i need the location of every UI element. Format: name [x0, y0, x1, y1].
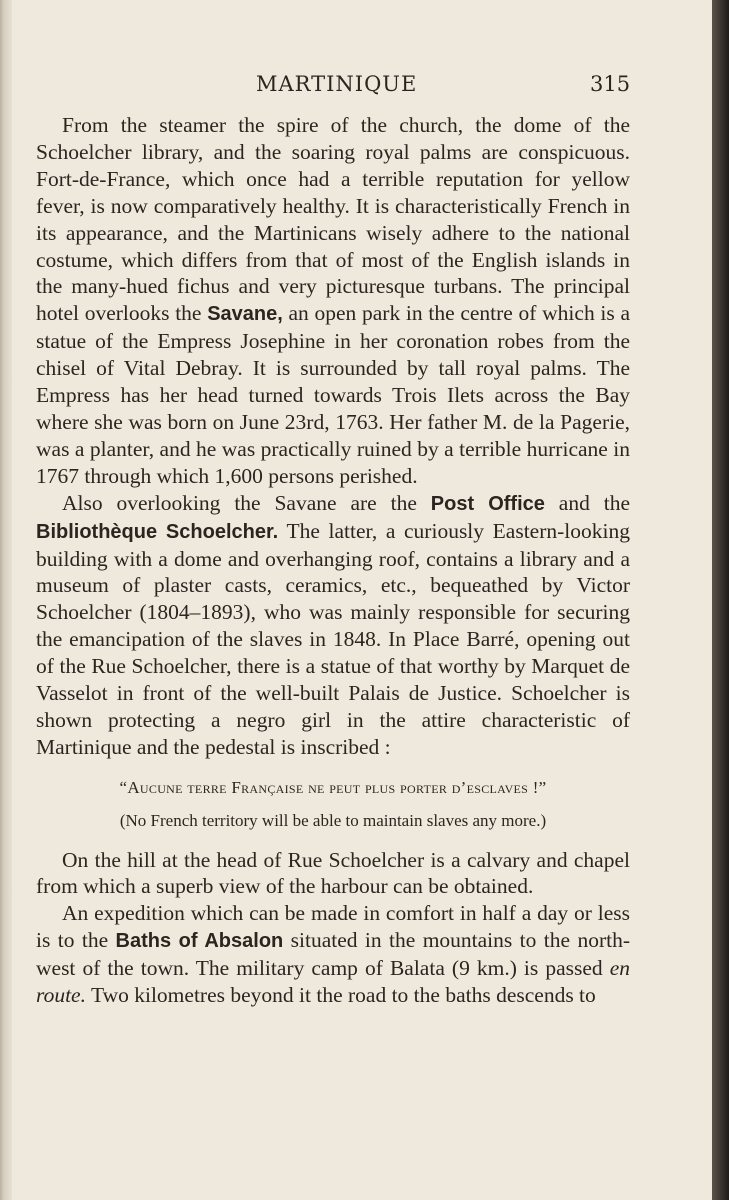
text-run: On the hill at the head of Rue Schoelcher is a calvary and chapel from which a superb view of the harbour can be obtained.: [36, 847, 630, 899]
page-number: 315: [590, 72, 631, 96]
body-text: [36, 112, 630, 1009]
paragraph-3: [36, 847, 630, 901]
paragraph-2: [36, 490, 630, 761]
text-run: Also overlooking the Savane are the: [62, 490, 431, 515]
bold-term-post-office: Post Office: [430, 492, 545, 515]
text-run: and the: [544, 490, 630, 515]
bold-term-bibliotheque: Bibliothèque Schoelcher.: [36, 520, 279, 543]
bold-term-savane: Savane,: [207, 303, 283, 326]
italic-en-route: en route.: [36, 956, 630, 1008]
inscription-translation: (No French territory will be able to maintain slaves any more.): [119, 810, 547, 830]
running-title: MARTINIQUE: [256, 72, 418, 96]
page-edge-shadow: [712, 0, 729, 1200]
running-header: [0, 72, 712, 102]
text-run: From the steamer the spire of the church, the dome of the Schoelcher library, and the soaring royal palms are conspicuous. Fort-de-France, which once had a terrible reputation for yellow fever, is now comparatively healthy. It is characteristically French in its appearance, and the Martinicans wisely adhere to the national costume, which differs from that of most of the English islands in the many-hued fichus and very picturesque turbans. The principal hotel overlooks the: [36, 113, 630, 326]
text-run: An expedition which can be made in comfort in half a day or less is to the: [36, 901, 630, 953]
text-run: Two kilometres beyond it the road to the baths descends to: [85, 983, 596, 1008]
text-run: an open park in the centre of which is a statue of the Empress Josephine in her coronation robes from the chisel of Vital Debray. It is surrounded by tall royal palms. The Empress has her head turned towards Trois Ilets across the Bay where she was born on June 23rd, 1763. Her father M. de la Pagerie, was a planter, and he was practically ruined by a terrible hurricane in 1767 through which 1,600 persons perished.: [36, 301, 631, 488]
text-run: situated in the mountains to the north-west of the town. The military camp of Balata (9 km.) is passed: [36, 928, 630, 981]
text-run: The latter, a curiously Eastern-looking building with a dome and overhanging roof, contains a library and a museum of plaster casts, ceramics, etc., bequeathed by Victor Schoelcher (1804–1893), who was mainly responsible for securing the emancipation of the slaves in 1848. In Place Barré, opening out of the Rue Schoelcher, there is a statue of that worthy by Marquet de Vasselot in front of the well-built Palais de Justice. Schoelcher is shown protecting a negro girl in the attire characteristic of Martinique and the pedestal is inscribed :: [36, 518, 630, 759]
inscription-quote: “Aucune terre Française ne peut plus porter d’esclaves !”: [119, 777, 547, 797]
bold-term-baths-of-absalon: Baths of Absalon: [115, 930, 284, 953]
paragraph-1: [36, 112, 630, 490]
paragraph-4: [36, 900, 630, 1009]
page-gutter: [0, 0, 12, 1200]
